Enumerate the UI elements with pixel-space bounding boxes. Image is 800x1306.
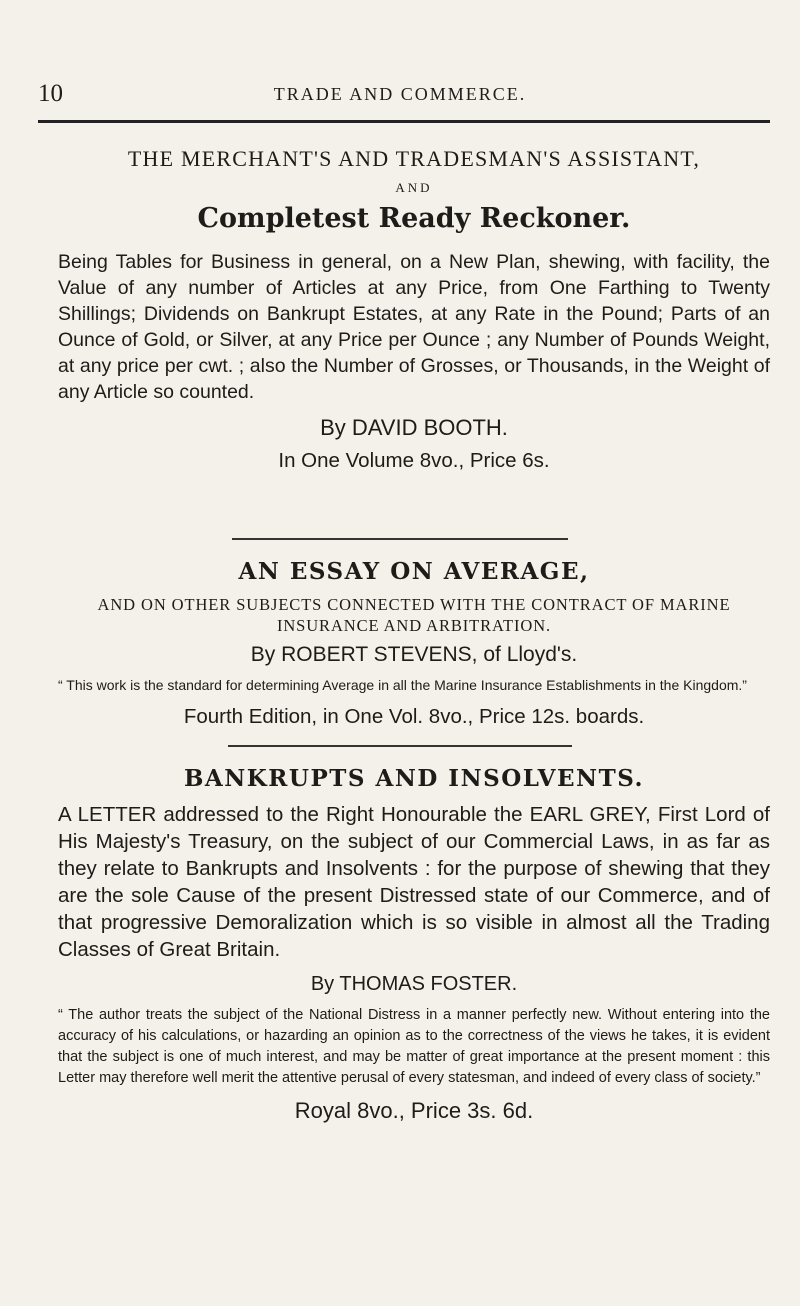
header-rule [38,120,770,123]
page-number: 10 [38,80,63,107]
ad-description: Being Tables for Business in general, on a New Plan, shewing, with facility, the Value of any number of Articles at any Price, from One Farthing to Twenty Shillings; Dividends on Bankrupt Estates, at any Rate in the Pound; Parts of an Ounce of Gold, or Silver, at any Price per Ounce ; any Number of Pounds Weight, at any price per cwt. ; also the Number of Grosses, or Thousands, in the Weight of any Article so counted. [58,251,770,403]
ad-title-and: AND [395,180,433,195]
ad-price: Royal 8vo., Price 3s. 6d. [294,1098,534,1123]
ad-bankrupts-insolvents [58,763,770,1125]
ad-author: By ROBERT STEVENS, of Lloyd's. [250,643,578,666]
ad-title: AN ESSAY ON AVERAGE, [238,558,590,585]
ad-price: In One Volume 8vo., Price 6s. [278,449,550,472]
ad-author: By DAVID BOOTH. [320,415,508,440]
ad-quote: “ This work is the standard for determining Average in all the Marine Insurance Establishments in the Kingdom.” [58,677,747,693]
running-head [0,80,800,110]
section-divider [232,538,568,540]
ad-title: BANKRUPTS AND INSOLVENTS. [183,765,644,792]
ad-title-blackletter: Completest Ready Reckoner. [197,203,631,234]
ad-price: Fourth Edition, in One Vol. 8vo., Price 12s. boards. [183,705,645,728]
ad-quote: “ The author treats the subject of the National Distress in a manner perfectly new. Without entering into the accuracy of his calculations, or hazarding an opinion as to the correctness of the views he takes, it is evident that the subject is one of much interest, and may be matter of great importance at the present moment : this Letter may therefore well merit the attentive perusal of every statesman, and indeed of every class of society.” [58,1007,770,1086]
running-title: TRADE AND COMMERCE. [273,84,527,104]
ad-essay-on-average [58,556,770,731]
ad-title: THE MERCHANT'S AND TRADESMAN'S ASSISTANT, [127,146,701,171]
section-divider [228,745,572,747]
ad-description: A LETTER addressed to the Right Honourable the EARL GREY, First Lord of His Majesty's Treasury, on the subject of our Commercial Laws, in as far as they relate to Bankrupts and Insolvents : for the purpose of shewing that they are the sole Cause of the present Distressed state of our Commerce, and of that progressive Demoralization which is so visible in almost all the Trading Classes of Great Britain. [58,803,770,961]
ad-author: By THOMAS FOSTER. [310,973,518,995]
ad-ready-reckoner [58,145,770,475]
ad-subtitle: AND ON OTHER SUBJECTS CONNECTED WITH THE CONTRACT OF MARINE INSURANCE AND ARBITRATION. [97,595,731,635]
